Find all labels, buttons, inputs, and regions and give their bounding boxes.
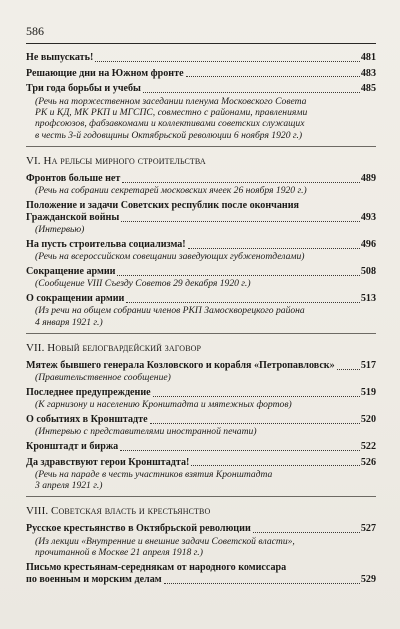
entry-note <box>26 278 376 289</box>
entry-page-number: 483 <box>360 67 376 79</box>
toc-entry-line <box>26 574 376 586</box>
entry-note-line: (Из речи на общем собрании членов РКП Замоскворецкого района <box>35 305 305 317</box>
toc-entry-line <box>26 293 376 305</box>
dot-leader <box>191 465 360 466</box>
toc-entry-line <box>26 266 376 278</box>
entry-note-line: (Сообщение VIII Съезду Советов 29 декабря 1920 г.) <box>35 278 251 290</box>
section-title-text: Новый белогвардейский заговор <box>47 341 202 354</box>
section-numeral: VI. <box>26 154 41 167</box>
dot-leader <box>150 423 360 424</box>
dot-leader <box>121 221 360 222</box>
dot-leader <box>120 450 360 451</box>
toc-entry-line <box>26 387 376 399</box>
toc-entry <box>26 360 376 384</box>
entry-note <box>26 224 376 235</box>
entry-note <box>26 399 376 410</box>
section-divider <box>26 496 376 497</box>
entry-page-number: 517 <box>360 359 376 371</box>
entry-note-line: 4 января 1921 г.) <box>35 316 103 328</box>
entry-note <box>26 469 376 492</box>
toc-entry <box>26 562 376 586</box>
entry-title: Да здравствуют герои Кронштадта! <box>26 456 190 468</box>
entry-page-number: 513 <box>360 293 376 304</box>
dot-leader <box>126 302 359 303</box>
entry-title: Гражданской войны <box>26 212 120 223</box>
entry-note-line: в честь 3-й годовщины Октябрьской революции 6 ноября 1920 г.) <box>35 129 303 141</box>
dot-leader <box>253 532 360 533</box>
entry-title: О сокращении армии <box>26 293 125 304</box>
toc-entry-line <box>26 441 376 453</box>
dot-leader <box>188 248 360 249</box>
section-numeral: VII. <box>26 341 45 354</box>
entry-note-line: 3 апреля 1921 г.) <box>35 480 103 491</box>
toc-entry-line <box>26 523 376 535</box>
page-number: 586 <box>26 24 44 38</box>
entry-title: Сокращение армии <box>26 266 116 277</box>
entry-note-line: (К гарнизону и населению Кронштадта и мятежных фортов) <box>35 399 292 410</box>
entry-page-number: 481 <box>360 52 376 63</box>
entry-title: Положение и задачи Советских республик после окончания <box>26 199 299 211</box>
entry-page-number: 520 <box>360 413 376 425</box>
toc-entry <box>26 68 376 80</box>
entry-note-line: профсоюзов, фабзавкомами и коллективами советских служащих <box>35 118 305 130</box>
entry-note-line: (Речь на торжественном заседании пленума Московского Совета <box>35 95 307 107</box>
entry-page-number: 496 <box>360 239 376 250</box>
toc-entry-line <box>26 173 376 185</box>
section-heading <box>26 155 376 168</box>
dot-leader <box>143 92 360 93</box>
entry-title: Мятеж бывшего генерала Козловского и корабля «Петропавловск» <box>26 359 335 371</box>
header-rule <box>26 43 376 44</box>
section-title-text: На рельсы мирного строительства <box>43 154 206 167</box>
section-numeral: VIII. <box>26 505 49 518</box>
dot-leader <box>153 396 360 397</box>
dot-leader <box>95 61 360 62</box>
entry-note <box>26 305 376 328</box>
toc-entry <box>26 414 376 438</box>
section-divider <box>26 146 376 147</box>
toc-entry <box>26 266 376 290</box>
entry-page-number: 519 <box>360 386 376 398</box>
entry-page-number: 489 <box>360 172 376 184</box>
section-heading <box>26 505 376 518</box>
toc-entry-line <box>26 239 376 251</box>
entry-note <box>26 185 376 196</box>
dot-leader <box>122 182 360 183</box>
toc-entry-line <box>26 414 376 426</box>
dot-leader <box>186 76 360 77</box>
toc-entry-line <box>26 83 376 95</box>
toc-entry <box>26 239 376 263</box>
entry-note-line: (Из лекции «Внутренние и внешние задачи Советской власти», <box>35 535 295 547</box>
entry-title: Решающие дни на Южном фронте <box>26 67 184 79</box>
entry-title: Не выпускать! <box>26 52 94 63</box>
toc-entry-line <box>26 52 376 64</box>
entry-note <box>26 251 376 262</box>
toc-entry <box>26 523 376 558</box>
section-heading <box>26 342 376 355</box>
dot-leader <box>337 369 360 370</box>
entry-page-number: 527 <box>360 523 376 535</box>
entry-title: Три года борьбы и учебы <box>26 83 141 95</box>
toc-entry <box>26 387 376 411</box>
entry-title: по военным и морским делам <box>26 573 162 585</box>
toc-entry-line <box>26 68 376 80</box>
section-divider <box>26 333 376 334</box>
toc-entry-line <box>26 212 376 224</box>
entry-note <box>26 426 376 437</box>
entry-title: Кронштадт и биржа <box>26 440 119 452</box>
entry-page-number: 508 <box>360 266 376 277</box>
entry-title: Последнее предупреждение <box>26 386 151 398</box>
toc-entry <box>26 441 376 453</box>
entry-note <box>26 372 376 383</box>
entry-note-line: (Правительственное сообщение) <box>35 372 171 383</box>
entry-title: Русское крестьянство в Октябрьской революции <box>26 523 251 535</box>
entry-note <box>26 96 376 141</box>
entry-note-line: (Речь на собрании секретарей московских ячеек 26 ноября 1920 г.) <box>35 185 307 196</box>
entry-title: Фронтов больше нет <box>26 172 121 184</box>
entry-title: На пусть строительва социализма! <box>26 239 186 250</box>
entry-note-line: (Речь на параде в честь участников взятия Кронштадта <box>35 468 273 480</box>
toc-entry-line <box>26 360 376 372</box>
entry-note-line: РК и КД, МК РКП и МГСПС, совместно с районами, правлениями <box>35 106 308 118</box>
entry-page-number: 493 <box>360 212 376 223</box>
entry-note-line: (Интервью с представителями иностранной печати) <box>35 426 257 437</box>
entry-page-number: 529 <box>360 573 376 585</box>
entry-page-number: 485 <box>360 83 376 95</box>
toc-entry <box>26 457 376 492</box>
entry-page-number: 522 <box>360 440 376 452</box>
entry-title: О событиях в Кронштадте <box>26 413 148 425</box>
toc-entry <box>26 83 376 140</box>
toc-entry <box>26 200 376 236</box>
toc-entry <box>26 293 376 328</box>
entry-note-line: (Речь на всероссийском совещании заведующих губженотделами) <box>35 251 305 263</box>
toc-entry <box>26 52 376 64</box>
entry-page-number: 526 <box>360 456 376 468</box>
entry-title: Письмо крестьянам-середнякам от народного комиссара <box>26 561 287 573</box>
entry-note-line: прочитанной в Москве 21 апреля 1918 г.) <box>35 546 203 558</box>
toc-entry <box>26 173 376 197</box>
table-of-contents <box>26 52 376 586</box>
dot-leader <box>117 275 359 276</box>
entry-note-line: (Интервью) <box>35 224 85 236</box>
dot-leader <box>164 583 360 584</box>
entry-note <box>26 536 376 559</box>
section-title-text: Советская власть и крестьянство <box>51 505 211 518</box>
toc-entry-line <box>26 457 376 469</box>
